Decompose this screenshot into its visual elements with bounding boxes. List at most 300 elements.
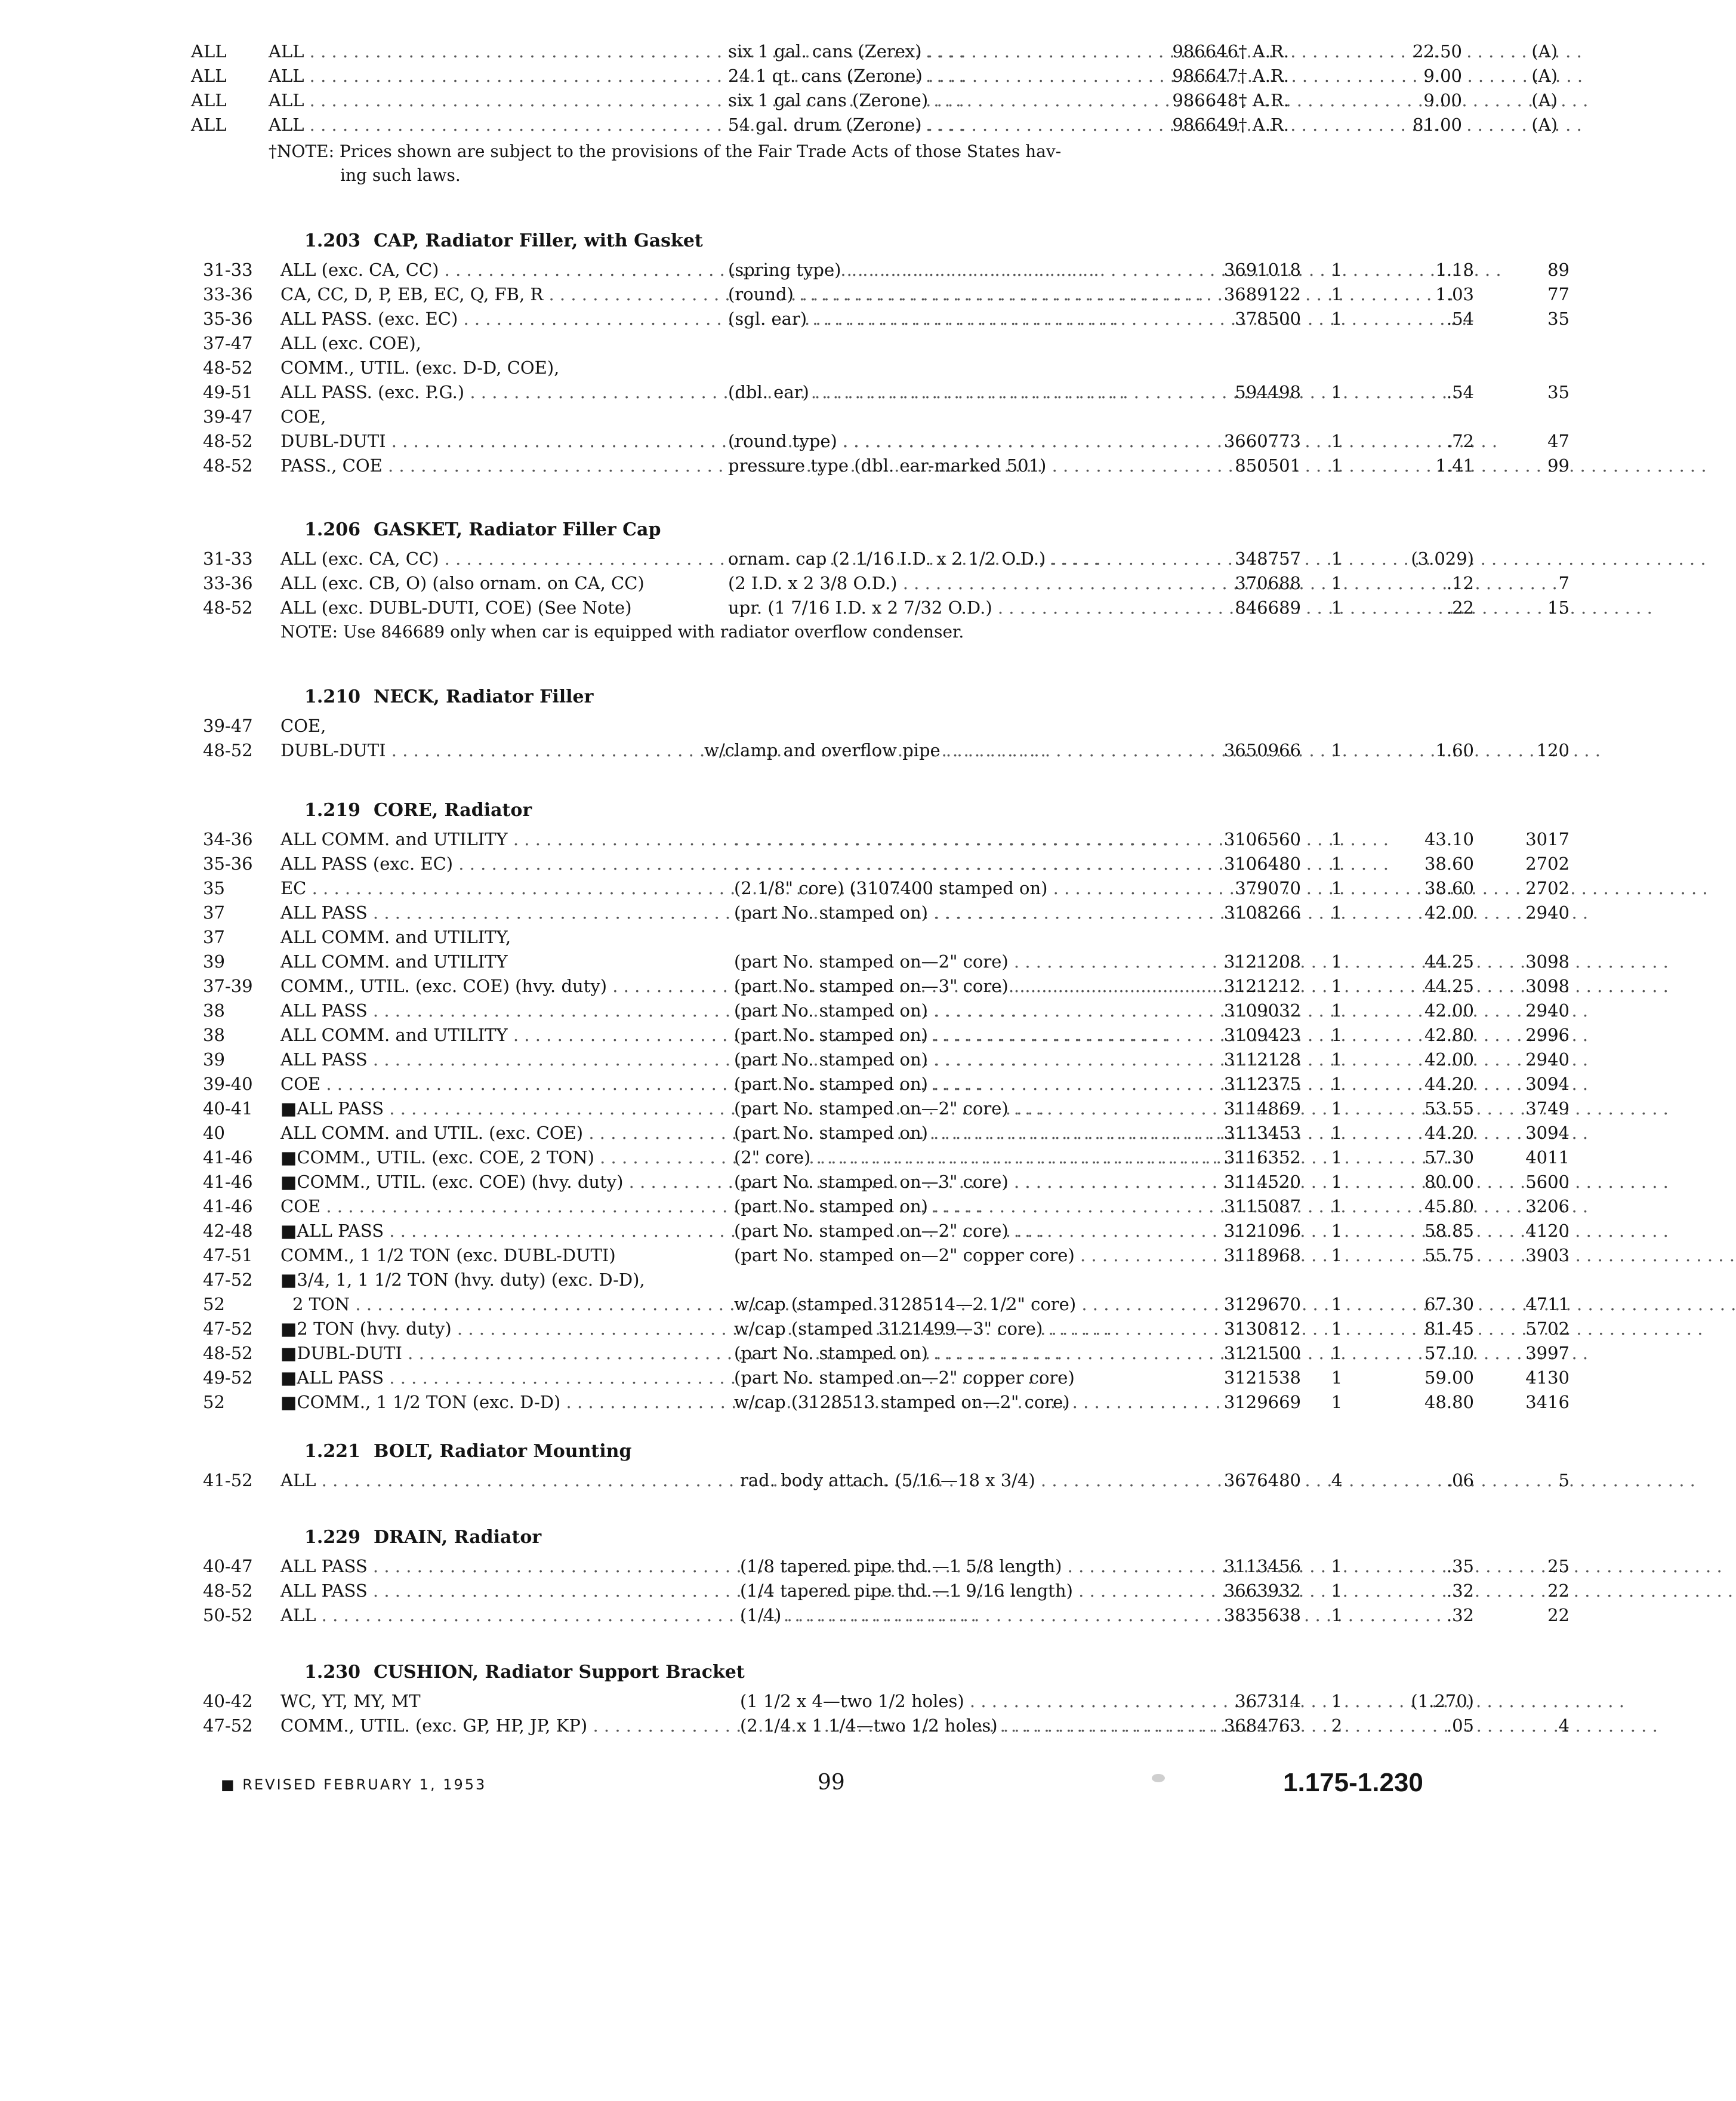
model-cell: ALL . . . [269,113,853,137]
table-row [203,547,1474,571]
code-cell: 47 [1547,431,1570,451]
code-cell: 3997 [1525,1343,1570,1363]
section-heading [203,1435,1468,1468]
description-cell: ornam. cap (2 1/16 I.D. x 2 1/2 O.D.) . . . [728,547,1116,571]
year-cell: 48-52 [203,740,253,760]
model-cell: ALL PASS . . . [280,1048,668,1072]
part-number-cell: 3650966 [1223,740,1301,760]
section-title: DRAIN, Radiator [373,1527,542,1548]
quantity-cell: 1 [1331,549,1343,569]
table-row [191,113,1558,137]
table-row [203,852,1570,876]
part-number-cell: 3689122 [1223,284,1301,304]
description-cell [734,827,1116,852]
code-cell: 5600 [1525,1172,1570,1192]
price-cell: .12 [1446,573,1474,593]
condenser-note: NOTE: Use 846689 only when car is equipped with radiator overflow condenser. [280,622,964,642]
quantity-cell: 1 [1331,382,1343,402]
code-cell: 3094 [1525,1074,1570,1094]
part-number-cell: 3121500 [1223,1343,1301,1363]
year-cell: 39-47 [203,716,253,736]
description-cell: (part No. stamped on) . . . [734,1048,1116,1072]
model-cell: COE . . . [280,1072,668,1096]
section-title: CORE, Radiator [373,800,532,821]
year-cell: 39-40 [203,1074,253,1094]
code-cell: 4130 [1525,1367,1570,1388]
part-number-cell: 3113453 [1223,1123,1301,1143]
description-cell: (round) . . . [728,282,1116,307]
part-number-cell: 3129669 [1223,1392,1301,1412]
section-title: CAP, Radiator Filler, with Gasket [373,230,703,251]
description-cell: (part No. stamped on) . . . [734,1341,1116,1366]
table-row [203,1554,1570,1579]
price-cell: (1.270) [1411,1691,1474,1711]
quantity-cell: 1 [1331,1123,1343,1143]
table-row [203,380,1570,405]
code-cell: 99 [1547,455,1570,476]
model-cell: ALL . . . [280,1603,668,1628]
code-cell: 2996 [1525,1025,1570,1045]
code-cell: 3749 [1525,1098,1570,1119]
code-cell: 77 [1547,284,1570,304]
description-cell: (part No. stamped on) . . . [734,1023,1116,1048]
section-heading [203,1656,1468,1689]
table-row [203,1096,1570,1121]
description-cell: (round type) . . . [728,429,1116,454]
model-cell: ALL COMM. and UTILITY . . . [280,1023,668,1048]
price-cell: 9.00 [1423,90,1462,110]
part-number-cell: 846689 [1235,597,1301,618]
part-number-cell: 3112375 [1223,1074,1301,1094]
description-cell: (part No. stamped on—2" copper core) [734,1367,1075,1388]
table-row [203,925,1468,950]
part-number-cell: 378500 [1235,309,1301,329]
year-cell: 48-52 [203,597,253,618]
fair-trade-note-continued: ing such laws. [340,165,461,185]
part-number-cell: 3121538 [1223,1367,1301,1388]
quantity-cell: 1 [1331,1343,1343,1363]
part-number-cell: 986649† A.R. [1172,115,1289,135]
table-row [203,1194,1570,1219]
model-cell: ALL (exc. CB, O) (also ornam. on CA, CC) [280,573,645,593]
part-number-cell: 850501 [1235,455,1301,476]
quantity-cell: 1 [1331,1074,1343,1094]
model-cell: ■ALL PASS . . . [280,1366,668,1390]
quantity-cell: 1 [1331,431,1343,451]
part-number-cell: 3112128 [1223,1049,1301,1070]
table-row [203,1048,1570,1072]
model-cell: ALL (exc. COE), [280,333,421,353]
price-cell: .32 [1446,1581,1474,1601]
code-cell: 3017 [1525,829,1570,849]
code-cell: 5 [1558,1470,1570,1490]
code-cell: 3098 [1525,976,1570,996]
section-heading [203,680,1468,714]
year-cell: ALL [191,66,227,86]
table-row [203,1714,1570,1738]
price-cell: 9.00 [1423,66,1462,86]
table-row [203,356,1468,380]
year-cell: 41-46 [203,1196,253,1216]
fair-trade-note: †NOTE: Prices shown are subject to the provisions of the Fair Trade Acts of those States hav- [269,141,1062,161]
section-number: 1.229 [304,1527,360,1548]
table-row [203,571,1570,596]
year-cell: 41-46 [203,1172,253,1192]
price-cell: 44.20 [1424,1123,1474,1143]
ink-smudge [1152,1774,1165,1782]
year-cell: 37-47 [203,333,253,353]
code-cell: 22 [1547,1605,1570,1625]
description-cell: (1 1/2 x 4—two 1/2 holes) . . . [740,1689,1116,1714]
part-number-cell: 367314 [1235,1691,1301,1711]
description-cell: 54 gal. drum (Zerone) . . . [728,113,1116,137]
price-cell: 81.45 [1424,1318,1474,1339]
part-number-cell: 986647† A.R. [1172,66,1289,86]
price-cell: .32 [1446,1605,1474,1625]
table-row [203,1219,1570,1243]
quantity-cell: 1 [1331,1000,1343,1021]
price-cell: 1.18 [1435,260,1474,280]
table-row [203,1268,1468,1292]
code-cell: 25 [1547,1556,1570,1576]
price-cell: 38.60 [1424,854,1474,874]
model-cell: ALL PASS. (exc. EC) . . . [280,307,662,331]
quantity-cell: 1 [1331,1556,1343,1576]
year-cell: 31-33 [203,260,253,280]
quantity-cell: 1 [1331,1691,1343,1711]
quantity-cell: 1 [1331,740,1343,760]
year-cell: 40-42 [203,1691,253,1711]
price-cell: 38.60 [1424,878,1474,898]
description-cell: (2 1/4 x 1 1/4—two 1/2 holes) . . . [740,1714,1116,1738]
table-row [203,1366,1570,1390]
part-number-cell: 379070 [1235,878,1301,898]
section-number: 1.230 [304,1662,360,1683]
description-cell: (2" core) . . . [734,1145,1116,1170]
section-number: 1.221 [304,1441,360,1462]
code-cell: 22 [1547,1581,1570,1601]
quantity-cell: 1 [1331,284,1343,304]
description-cell: w/cap (stamped 3128514—2 1/2" core) . . . [734,1292,1116,1317]
table-row [203,901,1570,925]
description-cell: (part No. stamped on—2" copper core) . . . [734,1243,1116,1268]
description-cell: (part No. stamped on) . . . [734,1072,1116,1096]
year-cell: 48-52 [203,1581,253,1601]
table-row [203,1145,1570,1170]
quantity-cell: 1 [1331,1392,1343,1412]
year-cell: 41-46 [203,1147,253,1167]
quantity-cell: 1 [1331,829,1343,849]
code-cell: 89 [1547,260,1570,280]
quantity-cell: 1 [1331,1049,1343,1070]
price-cell: 58.85 [1424,1221,1474,1241]
part-number-cell: 986646† A.R. [1172,41,1289,61]
description-cell: (2 1/8" core) (3107400 stamped on) . . . [734,876,1116,901]
part-number-cell: 3106560 [1223,829,1301,849]
quantity-cell: 1 [1331,1318,1343,1339]
year-cell: 48-52 [203,1343,253,1363]
year-cell: 49-52 [203,1367,253,1388]
section-title: BOLT, Radiator Mounting [373,1441,632,1462]
part-number-cell: 3121096 [1223,1221,1301,1241]
year-cell: ALL [191,90,227,110]
price-cell: 43.10 [1424,829,1474,849]
year-cell: 37 [203,902,225,923]
description-cell: (spring type) . . . [728,258,1116,282]
quantity-cell: 1 [1331,878,1343,898]
section-bolt-radiator-mounting [203,1435,1570,1493]
section-number: 1.219 [304,800,360,821]
code-cell: 4011 [1525,1147,1570,1167]
price-cell: .54 [1446,309,1474,329]
table-row [203,714,1468,738]
price-cell: 45.80 [1424,1196,1474,1216]
part-number-cell: 3108266 [1223,902,1301,923]
model-cell: PASS., COE . . . [280,454,662,478]
price-cell: 1.03 [1435,284,1474,304]
model-cell: ALL . . . [269,64,853,88]
description-cell: (dbl. ear) . . . [728,380,1116,405]
part-number-cell: 3121208 [1223,951,1301,972]
price-cell: .22 [1446,597,1474,618]
description-cell: 24 1 qt. cans (Zerone) . . . [728,64,1116,88]
code-cell: (A) [1531,66,1558,86]
model-cell: ALL COMM. and UTILITY, [280,927,511,947]
code-cell: 4120 [1525,1221,1570,1241]
table-row [203,1023,1570,1048]
price-cell: 67.30 [1424,1294,1474,1314]
part-number-cell: 370688 [1235,573,1301,593]
antifreeze-block [191,39,1558,187]
year-cell: 49-51 [203,382,253,402]
model-cell: ALL (exc. DUBL-DUTI, COE) (See Note) [280,597,632,618]
year-cell: 52 [203,1392,225,1412]
price-cell: 53.55 [1424,1098,1474,1119]
price-cell: 80.00 [1424,1172,1474,1192]
model-cell: COE, [280,716,326,736]
table-row [203,1341,1570,1366]
description-cell: (2 I.D. x 2 3/8 O.D.) . . . [728,571,1116,596]
year-cell: 33-36 [203,284,253,304]
page-footer [0,1768,1509,1804]
description-cell: (1/8 tapered pipe thd.—1 5/8 length) . . . [740,1554,1116,1579]
year-cell: 35 [203,878,225,898]
price-cell: 44.20 [1424,1074,1474,1094]
quantity-cell: 1 [1331,1172,1343,1192]
model-cell: ■ALL PASS . . . [280,1096,668,1121]
part-number-cell: 3116352 [1223,1147,1301,1167]
part-number-cell: 3106480 [1223,854,1301,874]
part-number-cell: 3118968 [1223,1245,1301,1265]
description-cell: six 1 gal. cans (Zerex) . . . [728,39,1116,64]
table-row [191,88,1558,113]
year-cell: 52 [203,1294,225,1314]
model-cell: CA, CC, D, P, EB, EC, Q, FB, R . . . [280,282,662,307]
model-cell: ■COMM., 1 1/2 TON (exc. D-D) . . . [280,1390,668,1415]
quantity-cell: 1 [1331,597,1343,618]
price-cell: 42.00 [1424,1000,1474,1021]
revision-date: ■ REVISED FEBRUARY 1, 1953 [221,1776,487,1793]
description-cell: (part No. stamped on) . . . [734,999,1116,1023]
quantity-cell: 2 [1331,1715,1343,1736]
table-row [203,1579,1570,1603]
model-cell: EC . . . [280,876,668,901]
quantity-cell: 1 [1331,260,1343,280]
description-cell: (part No. stamped on—3" core) . . . [734,974,1116,999]
quantity-cell: 1 [1331,1294,1343,1314]
model-cell: DUBL-DUTI . . . [280,429,662,454]
model-cell: ALL PASS . . . [280,1579,668,1603]
model-cell: ■3/4, 1, 1 1/2 TON (hvy. duty) (exc. D-D), [280,1270,645,1290]
part-number-cell: 3115087 [1223,1196,1301,1216]
model-cell: ■COMM., UTIL. (exc. COE, 2 TON) . . . [280,1145,668,1170]
quantity-cell: 1 [1331,951,1343,972]
group-range: 1.175-1.230 [1283,1768,1423,1797]
year-cell: 41-52 [203,1470,253,1490]
year-cell: 50-52 [203,1605,253,1625]
part-number-cell: 3114869 [1223,1098,1301,1119]
model-cell: COMM., UTIL. (exc. D-D, COE), [280,358,560,378]
part-number-cell: 986648† A.R. [1172,90,1289,110]
description-cell [734,852,1116,876]
model-cell: ALL PASS . . . [280,999,668,1023]
part-number-cell: 3130812 [1223,1318,1301,1339]
section-number: 1.210 [304,686,360,707]
description-cell: w/clamp and overflow pipe . . . [704,738,1116,763]
part-number-cell: 3109032 [1223,1000,1301,1021]
year-cell: 38 [203,1025,225,1045]
code-cell: 4711 [1525,1294,1570,1314]
model-cell: ■COMM., UTIL. (exc. COE) (hvy. duty) . . . [280,1170,668,1194]
model-cell: COMM., UTIL. (exc. GP, HP, JP, KP) . . . [280,1714,668,1738]
year-cell: 47-52 [203,1270,253,1290]
price-cell: .54 [1446,382,1474,402]
table-row [203,331,1468,356]
code-cell: 3416 [1525,1392,1570,1412]
table-row [203,1390,1570,1415]
quantity-cell: 1 [1331,902,1343,923]
part-number-cell: 348757 [1235,549,1301,569]
year-cell: 35-36 [203,854,253,874]
year-cell: 35-36 [203,309,253,329]
quantity-cell: 1 [1331,1147,1343,1167]
part-number-cell: 594498 [1235,382,1301,402]
price-cell: 42.00 [1424,1049,1474,1070]
part-number-cell: 3684763 [1223,1715,1301,1736]
model-cell: ALL PASS . . . [280,901,668,925]
price-cell: 22.50 [1412,41,1462,61]
price-cell: 55.75 [1424,1245,1474,1265]
quantity-cell: 1 [1331,1605,1343,1625]
code-cell: 2940 [1525,1049,1570,1070]
section-core-radiator [203,794,1570,1415]
table-row [203,974,1570,999]
table-row [203,405,1468,429]
description-cell: (part No. stamped on) . . . [734,1121,1116,1145]
year-cell: 47-52 [203,1715,253,1736]
description-cell: rad. body attach. (5/16—18 x 3/4) . . . [740,1468,1116,1493]
year-cell: 47-51 [203,1245,253,1265]
section-heading [203,1521,1468,1554]
code-cell: 35 [1547,309,1570,329]
price-cell: 57.10 [1424,1343,1474,1363]
section-drain-radiator [203,1521,1570,1628]
description-cell: (part No. stamped on—3" core) . . . [734,1170,1116,1194]
table-row [203,950,1570,974]
description-cell: (part No. stamped on—2" core) . . . [734,950,1116,974]
section-heading [203,513,1468,547]
model-cell: ALL COMM. and UTILITY [280,951,508,972]
year-cell: 34-36 [203,829,253,849]
code-cell: (A) [1531,115,1558,135]
code-cell: 2940 [1525,902,1570,923]
quantity-cell: 1 [1331,1581,1343,1601]
section-title: GASKET, Radiator Filler Cap [373,519,661,540]
year-cell: 48-52 [203,431,253,451]
table-row [191,39,1558,64]
price-cell: .72 [1446,431,1474,451]
model-cell: WC, YT, MY, MT [280,1691,421,1711]
year-cell: ALL [191,115,227,135]
model-cell: COMM., UTIL. (exc. COE) (hvy. duty) . . . [280,974,668,999]
description-cell: pressure type (dbl. ear-marked 501) . . . [728,454,1116,478]
code-cell: 15 [1547,597,1570,618]
table-row [203,1468,1570,1493]
section-heading [203,794,1468,827]
code-cell: 4 [1558,1715,1570,1736]
quantity-cell: 1 [1331,1196,1343,1216]
description-cell: (1/4 tapered pipe thd.—1 9/16 length) . . . [740,1579,1116,1603]
price-cell: .05 [1446,1715,1474,1736]
table-row [203,307,1570,331]
year-cell: 48-52 [203,358,253,378]
code-cell: 3094 [1525,1123,1570,1143]
table-row [203,282,1570,307]
model-cell: ALL . . . [269,39,853,64]
price-cell: 81.00 [1412,115,1462,135]
table-row [203,596,1570,620]
code-cell: 2702 [1525,878,1570,898]
quantity-cell: 1 [1331,1367,1343,1388]
table-row [203,1317,1570,1341]
year-cell: 39 [203,951,225,972]
model-cell: ALL (exc. CA, CC) . . . [280,258,662,282]
model-cell: ALL PASS (exc. EC) . . . [280,852,668,876]
table-row [203,1072,1570,1096]
year-cell: 40-47 [203,1556,253,1576]
year-cell: 40 [203,1123,225,1143]
price-cell: 42.80 [1424,1025,1474,1045]
model-cell: COE, [280,406,326,427]
year-cell: 40-41 [203,1098,253,1119]
part-number-cell: 3835638 [1223,1605,1301,1625]
year-cell: 38 [203,1000,225,1021]
section-heading [203,224,1468,258]
quantity-cell: 1 [1331,573,1343,593]
code-cell: (A) [1531,90,1558,110]
year-cell: 31-33 [203,549,253,569]
quantity-cell: 1 [1331,1245,1343,1265]
price-cell: (3.029) [1411,549,1474,569]
price-cell: 44.25 [1424,951,1474,972]
model-cell: ALL PASS. (exc. P.G.) . . . [280,380,662,405]
model-cell: ■2 TON (hvy. duty) . . . [280,1317,668,1341]
quantity-cell: 1 [1331,1098,1343,1119]
price-cell: 59.00 [1424,1367,1474,1388]
quantity-cell: 1 [1331,455,1343,476]
price-cell: 44.25 [1424,976,1474,996]
description-cell: w/cap (3128513 stamped on—2" core) [734,1392,1070,1412]
